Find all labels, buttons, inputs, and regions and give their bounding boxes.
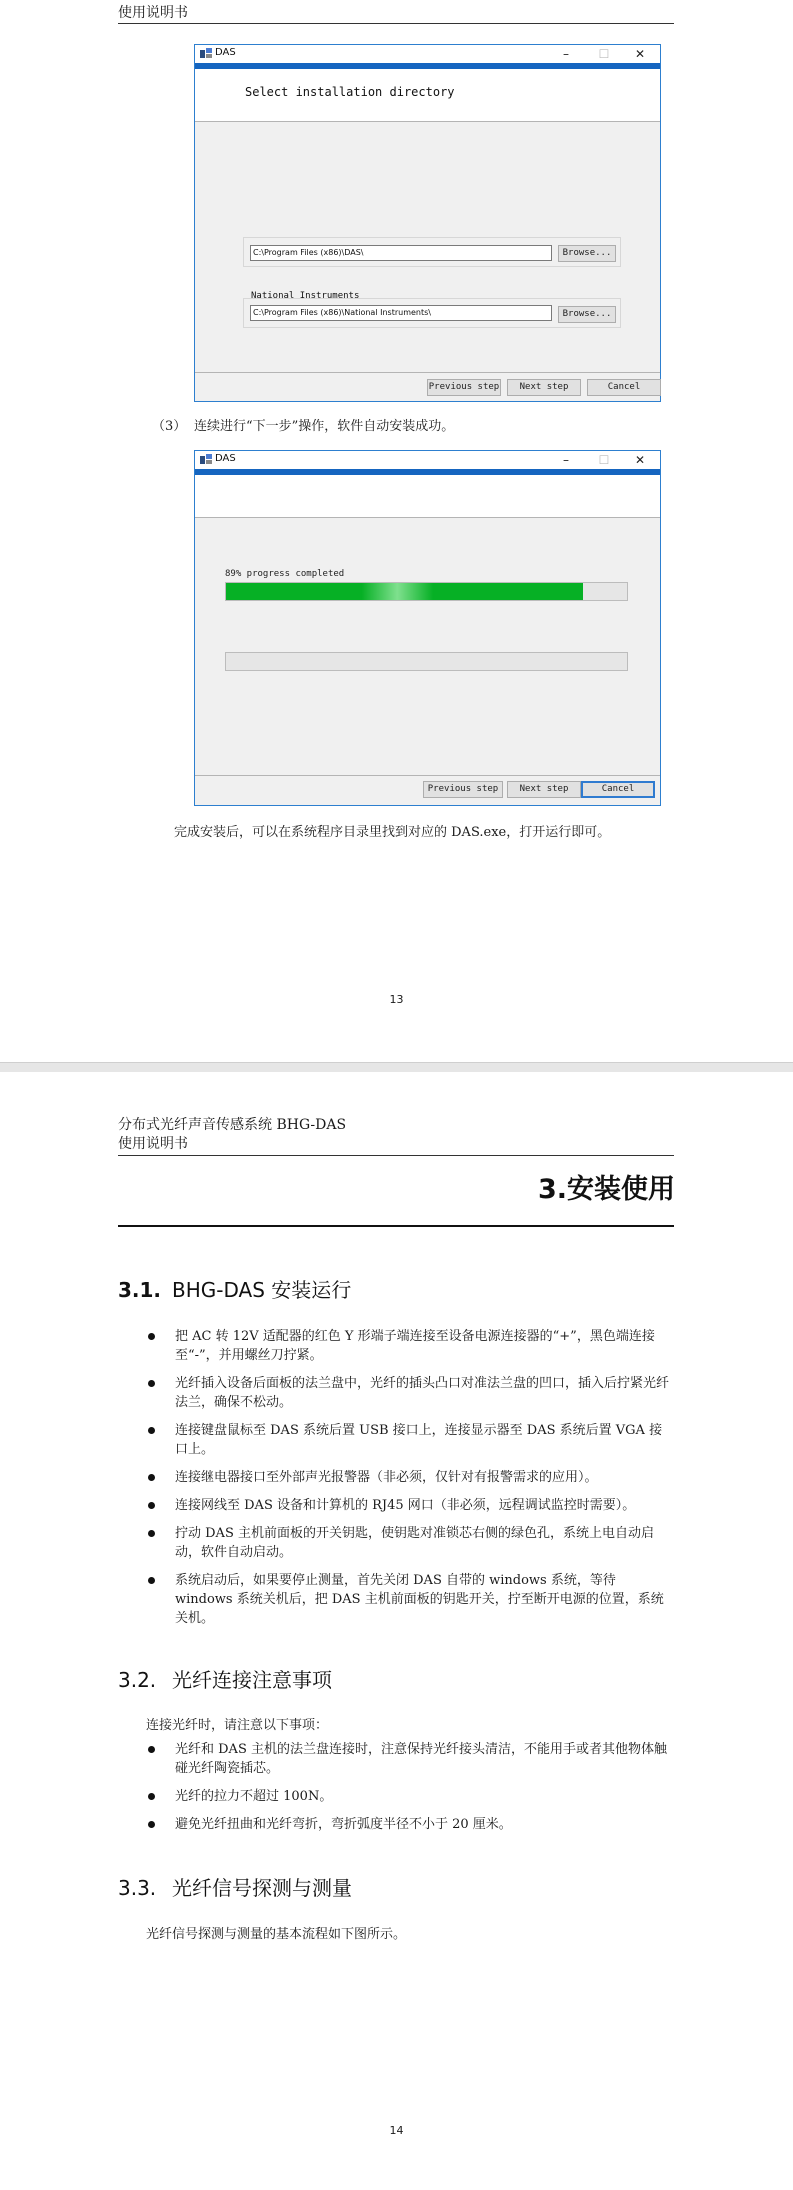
list-item: 光纤的拉力不超过 100N。	[148, 1787, 674, 1806]
ni-path-input[interactable]: C:\Program Files (x86)\National Instruments\	[250, 305, 552, 321]
das-path-group	[243, 237, 621, 267]
page-number: 13	[389, 993, 404, 1006]
close-icon[interactable]: ✕	[634, 47, 646, 61]
bullet-icon	[148, 1746, 155, 1753]
list-item: 连接网线至 DAS 设备和计算机的 RJ45 网口（非必须，远程调试监控时需要）。	[148, 1496, 674, 1515]
bullet-icon	[148, 1793, 155, 1800]
section-3-3-text: 光纤信号探测与测量的基本流程如下图所示。	[146, 1927, 407, 1942]
section-title: 光纤连接注意事项	[172, 1668, 332, 1692]
section-number: 3.3.	[118, 1876, 157, 1900]
chapter-number: 3.	[537, 1174, 567, 1205]
section-3-2-heading	[118, 1664, 332, 1693]
final-instruction: 完成安装后，可以在系统程序目录里找到对应的 DAS.exe，打开运行即可。	[174, 825, 611, 840]
banner-divider	[195, 517, 660, 518]
list-item: 光纤插入设备后面板的法兰盘中，光纤的插头凸口对准法兰盘的凹口，插入后拧紧光纤法兰，确保不松动。	[148, 1374, 674, 1412]
section-number: 3.2.	[118, 1668, 157, 1692]
header-rule	[118, 23, 674, 24]
list-item: 系统启动后，如果要停止测量，首先关闭 DAS 自带的 windows 系统，等待 windows 系统关机后，把 DAS 主机前面板的钥匙开关，拧至断开电源的位置，系统关机。	[148, 1571, 674, 1628]
page-14	[0, 1072, 793, 2190]
cancel-button[interactable]: Cancel	[581, 781, 655, 798]
page-header-text: 使用说明书	[118, 5, 188, 21]
cancel-button[interactable]: Cancel	[587, 379, 661, 396]
section-3-1-list	[148, 1327, 674, 1637]
dialog-banner	[195, 475, 660, 517]
next-step-button[interactable]: Next step	[507, 781, 581, 798]
maximize-icon[interactable]: ☐	[598, 453, 610, 467]
page-number: 14	[389, 2124, 404, 2137]
list-item: 连接继电器接口至外部声光报警器（非必须，仅针对有报警需求的应用）。	[148, 1468, 674, 1487]
bullet-icon	[148, 1474, 155, 1481]
install-dialog-progress	[194, 450, 661, 806]
section-3-3-heading	[118, 1872, 352, 1901]
maximize-icon[interactable]: ☐	[598, 47, 610, 61]
chapter-title	[538, 1167, 675, 1206]
section-number: 3.1.	[118, 1278, 162, 1302]
bullet-icon	[148, 1577, 155, 1584]
window-title: DAS	[215, 47, 236, 58]
section-title: BHG-DAS 安装运行	[172, 1278, 352, 1302]
close-icon[interactable]: ✕	[634, 453, 646, 467]
dialog-heading: Select installation directory	[245, 85, 455, 99]
next-step-button[interactable]: Next step	[507, 379, 581, 396]
bullet-icon	[148, 1427, 155, 1434]
header-rule	[118, 1155, 674, 1156]
section-3-2-intro: 连接光纤时，请注意以下事项：	[146, 1718, 329, 1733]
install-dialog-directory	[194, 44, 661, 402]
das-path-input[interactable]: C:\Program Files (x86)\DAS\	[250, 245, 552, 261]
previous-step-button[interactable]: Previous step	[423, 781, 503, 798]
app-icon	[200, 454, 212, 465]
dialog-banner	[195, 69, 660, 121]
bullet-icon	[148, 1380, 155, 1387]
list-item: 光纤和 DAS 主机的法兰盘连接时，注意保持光纤接头清洁，不能用手或者其他物体触碰光纤陶瓷插芯。	[148, 1740, 674, 1778]
page-header-line2: 使用说明书	[118, 1136, 188, 1152]
page-header-line1: 分布式光纤声音传感系统 BHG-DAS	[118, 1117, 347, 1133]
browse-button-das[interactable]: Browse...	[558, 245, 616, 262]
bullet-icon	[148, 1530, 155, 1537]
step-text: 连续进行“下一步”操作，软件自动安装成功。	[194, 419, 455, 434]
previous-step-button[interactable]: Previous step	[427, 379, 501, 396]
step-number: （3）	[152, 419, 187, 434]
section-3-2-list	[148, 1740, 674, 1843]
progress-label: 89% progress completed	[225, 569, 345, 579]
list-item: 避免光纤扭曲和光纤弯折，弯折弧度半径不小于 20 厘米。	[148, 1815, 674, 1834]
bullet-icon	[148, 1333, 155, 1340]
list-item: 连接键盘鼠标至 DAS 系统后置 USB 接口上，连接显示器至 DAS 系统后置 VGA 接口上。	[148, 1421, 674, 1459]
footer-divider	[195, 372, 660, 373]
progress-fill	[226, 583, 583, 600]
secondary-progress-bar	[225, 652, 628, 671]
chapter-rule	[118, 1225, 674, 1227]
app-icon	[200, 48, 212, 59]
title-bar	[195, 45, 660, 63]
ni-path-group	[243, 298, 621, 328]
title-bar	[195, 451, 660, 469]
section-title: 光纤信号探测与测量	[172, 1876, 352, 1900]
progress-bar	[225, 582, 628, 601]
minimize-icon[interactable]: –	[563, 453, 569, 467]
chapter-name: 安装使用	[567, 1174, 675, 1205]
banner-divider	[195, 121, 660, 122]
page-13	[0, 0, 793, 1063]
bullet-icon	[148, 1502, 155, 1509]
footer-divider	[195, 775, 660, 776]
section-3-1-heading	[118, 1274, 351, 1303]
window-title: DAS	[215, 453, 236, 464]
list-item: 拧动 DAS 主机前面板的开关钥匙，使钥匙对准锁芯右侧的绿色孔，系统上电自动启动，软件自动启动。	[148, 1524, 674, 1562]
list-item: 把 AC 转 12V 适配器的红色 Y 形端子端连接至设备电源连接器的“+”，黑色端连接至“-”，并用螺丝刀拧紧。	[148, 1327, 674, 1365]
browse-button-ni[interactable]: Browse...	[558, 306, 616, 323]
minimize-icon[interactable]: –	[563, 47, 569, 61]
bullet-icon	[148, 1821, 155, 1828]
ni-group-label: National Instruments	[251, 291, 360, 301]
